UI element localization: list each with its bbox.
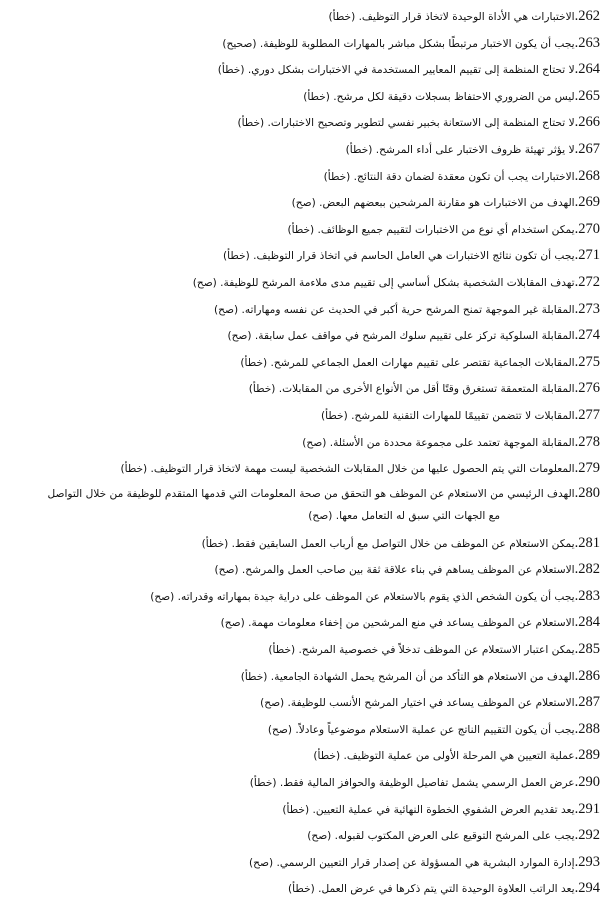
list-item: 275 . المقابلات الجماعية تقتصر على تقييم مهارات العمل الجماعي للمرشح. (خطأ) [0, 349, 602, 376]
item-text-continuation: مع الجهات التي سبق له التعامل معها. (صح) [308, 509, 500, 522]
item-number: 273 [578, 300, 600, 317]
list-item: 270 . يمكن استخدام أي نوع من الاختبارات لتقييم جميع الوظائف. (خطأ) [0, 216, 602, 243]
item-number: 290 [578, 774, 600, 791]
item-text: المقابلة الموجهة تعتمد على مجموعة محددة من الأسئلة. (صح) [302, 436, 575, 449]
item-text: تهدف المقابلات الشخصية بشكل أساسي إلى تقييم مدى ملاءمة المرشح للوظيفة. (صح) [192, 276, 575, 289]
item-text: الاستعلام عن الموظف يساعد في اختيار المرشح الأنسب للوظيفة. (صح) [260, 697, 575, 710]
list-item: 286 . الهدف من الاستعلام هو التأكد من أن المرشح يحمل الشهادة الجامعية. (خطأ) [0, 663, 602, 690]
item-number: 282 [578, 561, 600, 578]
item-number: 288 [578, 720, 600, 737]
item-text: الاختبارات هي الأداة الوحيدة لاتخاذ قرار التوظيف. (خطأ) [328, 11, 575, 23]
item-number: 269 [578, 194, 600, 211]
item-number: 293 [578, 853, 600, 870]
item-number: 264 [578, 61, 600, 78]
item-number: 272 [578, 273, 600, 290]
item-number: 277 [578, 406, 600, 423]
item-number: 292 [578, 827, 600, 844]
item-number: 283 [578, 587, 600, 604]
list-item: 272 . تهدف المقابلات الشخصية بشكل أساسي إلى تقييم مدى ملاءمة المرشح للوظيفة. (صح) [0, 269, 602, 296]
item-number: 281 [578, 534, 600, 551]
item-number: 284 [578, 614, 600, 631]
item-text: لا يؤثر تهيئة ظروف الاختبار على أداء المرشح. (خطأ) [345, 143, 575, 156]
list-item: 282 . الاستعلام عن الموظف يساهم في بناء علاقة ثقة بين صاحب العمل والمرشح. (صح) [0, 556, 602, 583]
list-item: 283 . يجب أن يكون الشخص الذي يقوم بالاستعلام عن الموظف على دراية جيدة بمهاراته وقدراته. (صح) [0, 583, 602, 610]
item-number: 279 [578, 460, 600, 477]
list-item: 271 . يجب أن تكون نتائج الاختبارات هي العامل الحاسم في اتخاذ قرار التوظيف. (خطأ) [0, 242, 602, 269]
item-text: لا تحتاج المنظمة إلى الاستعانة بخبير نفسي لتطوير وتصحيح الاختبارات. (خطأ) [237, 117, 575, 130]
item-text: يمكن استخدام أي نوع من الاختبارات لتقييم جميع الوظائف. (خطأ) [287, 223, 575, 236]
item-number: 276 [578, 380, 600, 397]
item-text: الهدف من الاختبارات هو مقارنة المرشحين ببعضهم البعض. (صح) [291, 197, 575, 210]
list-item: 269 . الهدف من الاختبارات هو مقارنة المرشحين ببعضهم البعض. (صح) [0, 189, 602, 216]
item-number: 285 [578, 641, 600, 658]
list-item: 290 . عرض العمل الرسمي يشمل تفاصيل الوظيفة والحوافز المالية فقط. (خطأ) [0, 769, 602, 796]
list-item: 287 . الاستعلام عن الموظف يساعد في اختيار المرشح الأنسب للوظيفة. (صح) [0, 689, 602, 716]
list-item: 289 . عملية التعيين هي المرحلة الأولى من عملية التوظيف. (خطأ) [0, 742, 602, 769]
list-item: 280.الهدف الرئيسي من الاستعلام عن الموظف هو التحقق من صحة المعلومات التي قدمها المتقدم للوظيفة من خلال التواصل مع الجهات التي سبق له التعامل معها. (صح) [0, 482, 602, 530]
list-item: 263 . يجب أن يكون الاختبار مرتبطًا بشكل مباشر بالمهارات المطلوبة للوظيفة. (صحيح) [0, 30, 602, 57]
list-item: 274 . المقابلة السلوكية تركز على تقييم سلوك المرشح في مواقف عمل سابقة. (صح) [0, 322, 602, 349]
item-number: 287 [578, 694, 600, 711]
item-text: يجب أن يكون التقييم الناتج عن عملية الاستعلام موضوعياً وعادلاً. (صح) [267, 723, 575, 736]
item-text: يعد تقديم العرض الشفوي الخطوة النهائية في عملية التعيين. (خطأ) [282, 803, 575, 816]
item-text: عرض العمل الرسمي يشمل تفاصيل الوظيفة والحوافز المالية فقط. (خطأ) [249, 777, 575, 790]
item-text: يجب أن يكون الاختبار مرتبطًا بشكل مباشر بالمهارات المطلوبة للوظيفة. (صحيح) [222, 37, 575, 50]
item-number: 267 [578, 140, 600, 157]
item-text: الهدف من الاستعلام هو التأكد من أن المرشح يحمل الشهادة الجامعية. (خطأ) [240, 670, 575, 683]
item-text: ليس من الضروري الاحتفاظ بسجلات دقيقة لكل مرشح. (خطأ) [303, 90, 575, 103]
item-text: المقابلة غير الموجهة تمنح المرشح حرية أكبر في الحديث عن نفسه ومهاراته. (صح) [214, 303, 575, 316]
item-text: يجب على المرشح التوقيع على العرض المكتوب لقبوله. (صح) [307, 830, 575, 843]
item-number: 289 [578, 747, 600, 764]
item-text: الاستعلام عن الموظف يساهم في بناء علاقة ثقة بين صاحب العمل والمرشح. (صح) [214, 564, 575, 577]
list-item: 268 . الاختبارات يجب أن تكون معقدة لضمان دقة النتائج. (خطأ) [0, 163, 602, 190]
item-number: 271 [578, 247, 600, 264]
item-number: 266 [578, 114, 600, 131]
list-item: 284 . الاستعلام عن الموظف يساعد في منع المرشحين من إخفاء معلومات مهمة. (صح) [0, 609, 602, 636]
list-item: 291 . يعد تقديم العرض الشفوي الخطوة النهائية في عملية التعيين. (خطأ) [0, 796, 602, 823]
item-number: 275 [578, 353, 600, 370]
list-item: 265 . ليس من الضروري الاحتفاظ بسجلات دقيقة لكل مرشح. (خطأ) [0, 83, 602, 110]
item-number: 262 [578, 8, 600, 24]
list-item: 276 . المقابلة المتعمقة تستغرق وقتًا أقل من الأنواع الأخرى من المقابلات. (خطأ) [0, 375, 602, 402]
item-number: 263 [578, 34, 600, 51]
item-text: الاختبارات يجب أن تكون معقدة لضمان دقة النتائج. (خطأ) [323, 170, 575, 183]
item-number: 294 [578, 880, 600, 897]
item-text: يجب أن تكون نتائج الاختبارات هي العامل الحاسم في اتخاذ قرار التوظيف. (خطأ) [223, 250, 575, 263]
list-item: 264 . لا تحتاج المنظمة إلى تقييم المعايير المستخدمة في الاختبارات بشكل دوري. (خطأ) [0, 56, 602, 83]
item-text: المقابلة السلوكية تركز على تقييم سلوك المرشح في مواقف عمل سابقة. (صح) [227, 330, 575, 343]
item-number: 280 [578, 484, 600, 501]
item-text: يجب أن يكون الشخص الذي يقوم بالاستعلام عن الموظف على دراية جيدة بمهاراته وقدراته. (صح) [150, 590, 575, 603]
item-text: المقابلات لا تتضمن تقييمًا للمهارات التقنية للمرشح. (خطأ) [320, 409, 575, 422]
item-number: 274 [578, 327, 600, 344]
list-item: 278 . المقابلة الموجهة تعتمد على مجموعة محددة من الأسئلة. (صح) [0, 429, 602, 456]
item-text: عملية التعيين هي المرحلة الأولى من عملية التوظيف. (خطأ) [313, 750, 575, 763]
item-text: إدارة الموارد البشرية هي المسؤولة عن إصدار قرار التعيين الرسمي. (صح) [249, 856, 575, 869]
list-item: 267 . لا يؤثر تهيئة ظروف الاختبار على أداء المرشح. (خطأ) [0, 136, 602, 163]
item-number: 268 [578, 167, 600, 184]
list-item: 292 . يجب على المرشح التوقيع على العرض المكتوب لقبوله. (صح) [0, 822, 602, 849]
list-item: 293 . إدارة الموارد البشرية هي المسؤولة عن إصدار قرار التعيين الرسمي. (صح) [0, 849, 602, 876]
item-number: 278 [578, 433, 600, 450]
list-item: 279 . المعلومات التي يتم الحصول عليها من خلال المقابلات الشخصية ليست مهمة لاتخاذ قرار التوظيف. (خطأ) [0, 455, 602, 482]
item-number: 291 [578, 800, 600, 817]
item-text: الاستعلام عن الموظف يساعد في منع المرشحين من إخفاء معلومات مهمة. (صح) [220, 617, 575, 630]
item-text: يمكن اعتبار الاستعلام عن الموظف تدخلاً في خصوصية المرشح. (خطأ) [268, 644, 575, 657]
item-text: يعد الراتب العلاوة الوحيدة التي يتم ذكرها في عرض العمل. (خطأ) [288, 883, 575, 896]
item-text: يمكن الاستعلام عن الموظف من خلال التواصل مع أرباب العمل السابقين فقط. (خطأ) [201, 537, 575, 550]
item-text: لا تحتاج المنظمة إلى تقييم المعايير المستخدمة في الاختبارات بشكل دوري. (خطأ) [217, 64, 575, 77]
item-text: المعلومات التي يتم الحصول عليها من خلال المقابلات الشخصية ليست مهمة لاتخاذ قرار التوظيف. (خطأ) [120, 463, 575, 476]
item-text: المقابلات الجماعية تقتصر على تقييم مهارات العمل الجماعي للمرشح. (خطأ) [240, 356, 575, 369]
item-text: المقابلة المتعمقة تستغرق وقتًا أقل من الأنواع الأخرى من المقابلات. (خطأ) [248, 383, 575, 396]
list-item: 285 . يمكن اعتبار الاستعلام عن الموظف تدخلاً في خصوصية المرشح. (خطأ) [0, 636, 602, 663]
list-item: 273 . المقابلة غير الموجهة تمنح المرشح حرية أكبر في الحديث عن نفسه ومهاراته. (صح) [0, 296, 602, 323]
list-item: 281 . يمكن الاستعلام عن الموظف من خلال التواصل مع أرباب العمل السابقين فقط. (خطأ) [0, 530, 602, 557]
list-item: 288 . يجب أن يكون التقييم الناتج عن عملية الاستعلام موضوعياً وعادلاً. (صح) [0, 716, 602, 743]
list-item: 294 . يعد الراتب العلاوة الوحيدة التي يتم ذكرها في عرض العمل. (خطأ) [0, 875, 602, 902]
list-item: 277 . المقابلات لا تتضمن تقييمًا للمهارات التقنية للمرشح. (خطأ) [0, 402, 602, 429]
item-number: 270 [578, 220, 600, 237]
list-item: 262 . الاختبارات هي الأداة الوحيدة لاتخاذ قرار التوظيف. (خطأ) [0, 3, 602, 30]
list-item: 266 . لا تحتاج المنظمة إلى الاستعانة بخبير نفسي لتطوير وتصحيح الاختبارات. (خطأ) [0, 109, 602, 136]
item-number: 265 [578, 87, 600, 104]
item-number: 286 [578, 667, 600, 684]
item-text: الهدف الرئيسي من الاستعلام عن الموظف هو التحقق من صحة المعلومات التي قدمها المتقدم للوظيفة من خلال التواصل [47, 487, 575, 500]
